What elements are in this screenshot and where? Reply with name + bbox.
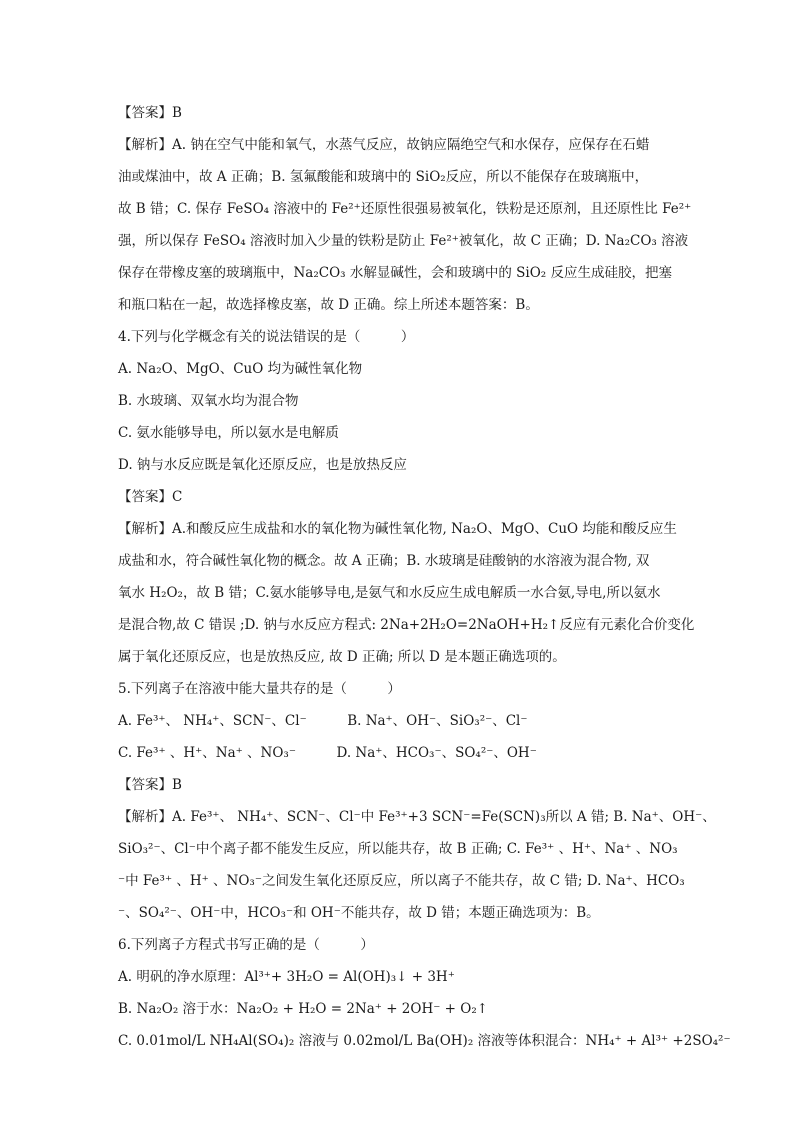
explanation-line: 油或煤油中，故 A 正确；B. 氢氟酸能和玻璃中的 SiO₂反应，所以不能保存在玻璃瓶中， bbox=[118, 169, 649, 185]
answer-label: 【答案】C bbox=[118, 489, 183, 505]
explanation-line: 成盐和水，符合碱性氧化物的概念。故 A 正确；B. 水玻璃是硅酸钠的水溶液为混合物, 双 bbox=[118, 553, 650, 569]
explanation-line: ⁻、SO₄²⁻、OH⁻中，HCO₃⁻和 OH⁻不能共存，故 D 错；本题正确选项为：B。 bbox=[118, 905, 600, 921]
explanation-line: SiO₃²⁻、Cl⁻中个离子都不能发生反应，所以能共存，故 B 正确; C. Fe³⁺ 、H⁺、Na⁺ 、NO₃ bbox=[118, 841, 678, 857]
explanation-line: 保存在带橡皮塞的玻璃瓶中，Na₂CO₃ 水解显碱性，会和玻璃中的 SiO₂ 反应生成硅胶，把塞 bbox=[118, 265, 672, 281]
explanation-line: 【解析】A. Fe³⁺、 NH₄⁺、SCN⁻、Cl⁻中 Fe³⁺+3 SCN⁻=Fe(SCN)₃所以 A 错; B. Na⁺、OH⁻、 bbox=[118, 809, 716, 825]
explanation-line: 和瓶口粘在一起，故选择橡皮塞，故 D 正确。综上所述本题答案：B。 bbox=[118, 297, 539, 313]
question-4-option-b: B. 水玻璃、双氧水均为混合物 bbox=[118, 393, 299, 409]
question-6-option-c: C. 0.01mol/L NH₄Al(SO₄)₂ 溶液与 0.02mol/L Ba(OH)₂ 溶液等体积混合：NH₄⁺ + Al³⁺ +2SO₄²⁻ bbox=[118, 1033, 731, 1049]
question-4-option-c: C. 氨水能够导电，所以氨水是电解质 bbox=[118, 425, 339, 441]
answer-label: 【答案】B bbox=[118, 105, 182, 121]
explanation-line: 是混合物,故 C 错误 ;D. 钠与水反应方程式: 2Na+2H₂O=2NaOH+H₂↑反应有元素化合价变化 bbox=[118, 617, 695, 633]
explanation-line: 氧水 H₂O₂，故 B 错；C.氨水能够导电,是氨气和水反应生成电解质一水合氨,导电,所以氨水 bbox=[118, 585, 661, 601]
question-4-option-a: A. Na₂O、MgO、CuO 均为碱性氧化物 bbox=[118, 361, 363, 377]
explanation-line: 【解析】A.和酸反应生成盐和水的氧化物为碱性氧化物, Na₂O、MgO、CuO 均能和酸反应生 bbox=[118, 521, 677, 537]
explanation-line: ⁻中 Fe³⁺ 、H⁺ 、NO₃⁻之间发生氧化还原反应，所以离子不能共存，故 C 错; D. Na⁺、HCO₃ bbox=[118, 873, 685, 889]
explanation-line: 【解析】A. 钠在空气中能和氧气，水蒸气反应，故钠应隔绝空气和水保存，应保存在石蜡 bbox=[118, 137, 650, 153]
question-6-option-a: A. 明矾的净水原理：Al³⁺+ 3H₂O = Al(OH)₃↓ + 3H⁺ bbox=[118, 969, 455, 985]
explanation-line: 属于氧化还原反应，也是放热反应, 故 D 正确; 所以 D 是本题正确选项的。 bbox=[118, 649, 566, 665]
explanation-line: 故 B 错；C. 保存 FeSO₄ 溶液中的 Fe²⁺还原性很强易被氧化，铁粉是还原剂，且还原性比 Fe²⁺ bbox=[118, 201, 692, 217]
question-4-option-d: D. 钠与水反应既是氧化还原反应，也是放热反应 bbox=[118, 457, 407, 473]
question-4-stem: 4.下列与化学概念有关的说法错误的是（ ） bbox=[118, 329, 415, 345]
question-6-stem: 6.下列离子方程式书写正确的是（ ） bbox=[118, 937, 374, 953]
answer-label: 【答案】B bbox=[118, 777, 182, 793]
question-5-options-ab: A. Fe³⁺、 NH₄⁺、SCN⁻、Cl⁻ B. Na⁺、OH⁻、SiO₃²⁻、Cl⁻ bbox=[118, 713, 528, 729]
question-6-option-b: B. Na₂O₂ 溶于水：Na₂O₂ + H₂O = 2Na⁺ + 2OH⁻ + O₂↑ bbox=[118, 1001, 489, 1017]
question-5-stem: 5.下列离子在溶液中能大量共存的是（ ） bbox=[118, 681, 401, 697]
explanation-line: 强，所以保存 FeSO₄ 溶液时加入少量的铁粉是防止 Fe²⁺被氧化，故 C 正确；D. Na₂CO₃ 溶液 bbox=[118, 233, 689, 249]
question-5-options-cd: C. Fe³⁺ 、H⁺、Na⁺ 、NO₃⁻ D. Na⁺、HCO₃⁻、SO₄²⁻、OH⁻ bbox=[118, 745, 537, 761]
